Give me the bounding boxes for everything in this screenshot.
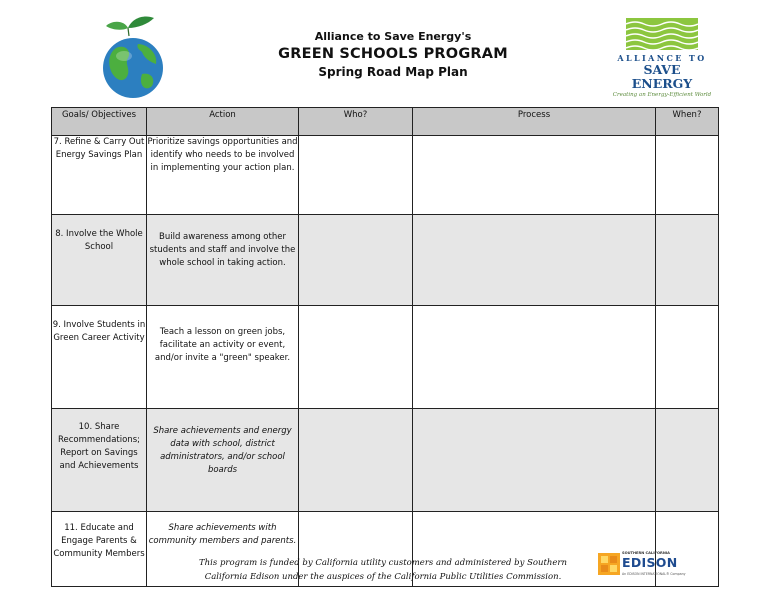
- table-row: [52, 306, 719, 409]
- sce-logo-top: SOUTHERN CALIFORNIA: [622, 551, 670, 555]
- table-row: [52, 409, 719, 512]
- sce-logo-sub: An EDISON INTERNATIONAL® Company: [622, 572, 686, 576]
- header-plan-title: Spring Road Map Plan: [318, 65, 468, 79]
- document-header: [240, 30, 546, 80]
- road-map-table: [51, 107, 719, 587]
- action-cell: Prioritize savings opportunities and identify who needs to be involved in implementing your action plan.: [147, 136, 299, 215]
- when-cell[interactable]: [656, 136, 719, 215]
- funding-footer: This program is funded by California utility customers and administered by Southern California Edison under the auspices of the California Public Utilities Commission.: [199, 558, 567, 582]
- ase-wave-icon: [626, 18, 698, 50]
- action-cell: Teach a lesson on green jobs, facilitate an activity or event, and/or invite a "green" speaker.: [147, 306, 299, 409]
- who-cell[interactable]: [299, 215, 413, 306]
- goal-cell: 9. Involve Students in Green Career Activity: [52, 306, 147, 409]
- header-organization: Alliance to Save Energy's: [314, 30, 472, 43]
- globe-icon: [98, 14, 168, 98]
- table-row: [52, 215, 719, 306]
- header-program-title: GREEN SCHOOLS PROGRAM: [278, 46, 508, 62]
- process-cell[interactable]: [413, 136, 656, 215]
- goal-cell: 8. Involve the Whole School: [52, 215, 147, 306]
- ase-logo-line1: ALLIANCE TO: [617, 53, 707, 63]
- action-cell: Share achievements with community members and parents.: [147, 512, 299, 587]
- when-cell[interactable]: [656, 409, 719, 512]
- who-cell[interactable]: [299, 136, 413, 215]
- ase-logo-tagline: Creating an Energy-Efficient World: [612, 92, 712, 98]
- when-cell[interactable]: [656, 306, 719, 409]
- table-row: [52, 136, 719, 215]
- process-cell[interactable]: [413, 215, 656, 306]
- ase-logo: [612, 18, 712, 98]
- action-cell: Share achievements and energy data with school, district administrators, and/or school boards: [147, 409, 299, 512]
- sce-logo-name: EDISON: [622, 555, 678, 570]
- sce-logo: [598, 551, 686, 581]
- when-cell[interactable]: [656, 215, 719, 306]
- column-header-who: Who?: [299, 108, 413, 136]
- goal-cell: 11. Educate and Engage Parents & Community Members: [52, 512, 147, 587]
- goal-cell: 7. Refine & Carry Out Energy Savings Plan: [52, 136, 147, 215]
- goal-cell: 10. Share Recommendations; Report on Savings and Achievements: [52, 409, 147, 512]
- action-cell: Build awareness among other students and staff and involve the whole school in taking action.: [147, 215, 299, 306]
- sce-logo-icon: [598, 553, 620, 575]
- who-cell[interactable]: [299, 306, 413, 409]
- column-header-goals: Goals/ Objectives: [52, 108, 147, 136]
- column-header-process: Process: [413, 108, 656, 136]
- process-cell[interactable]: [413, 409, 656, 512]
- column-header-when: When?: [656, 108, 719, 136]
- ase-logo-line2: SAVE ENERGY: [631, 62, 693, 91]
- who-cell[interactable]: [299, 409, 413, 512]
- column-header-action: Action: [147, 108, 299, 136]
- process-cell[interactable]: [413, 306, 656, 409]
- table-header-row: [52, 108, 719, 136]
